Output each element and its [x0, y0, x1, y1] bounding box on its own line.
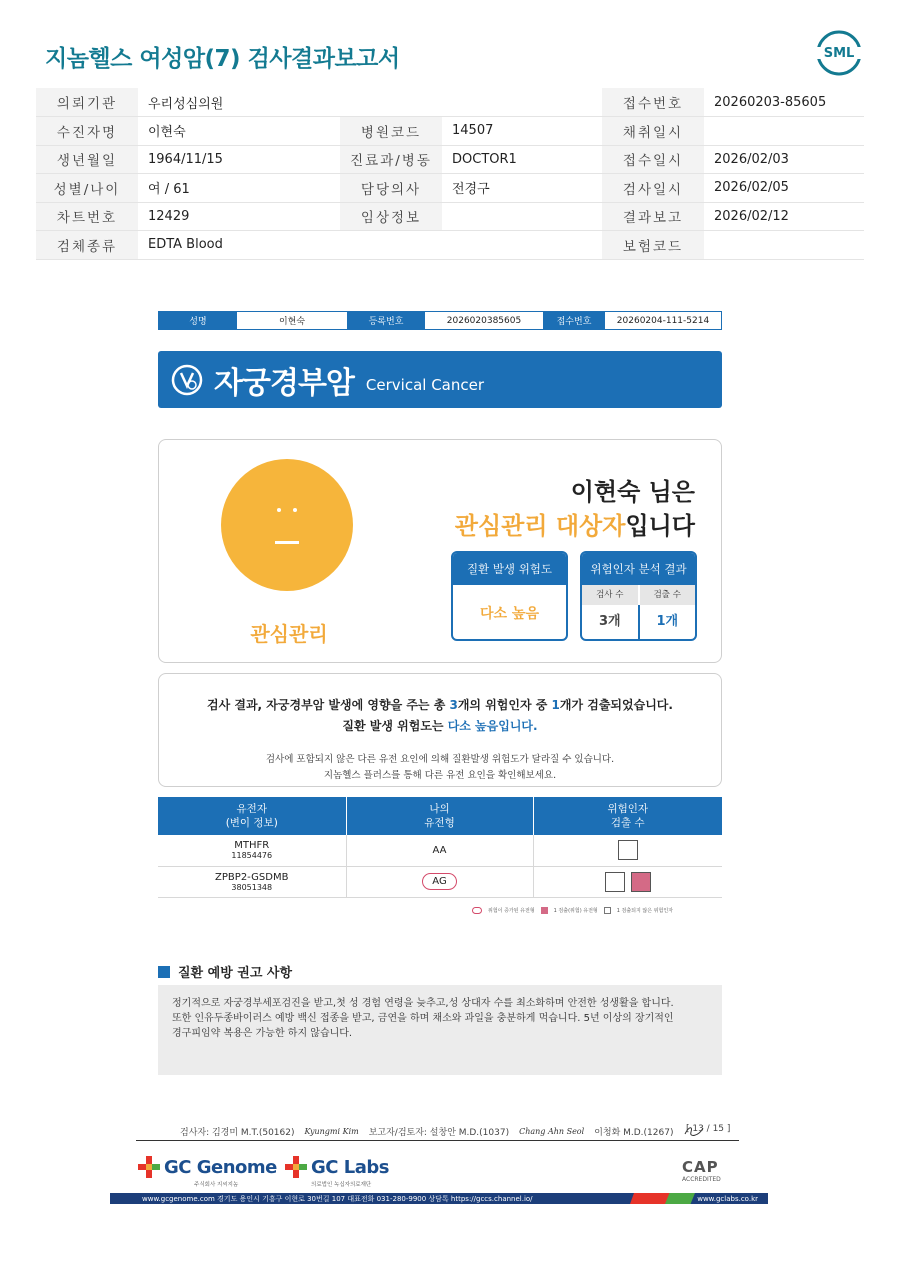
info-value — [442, 202, 602, 231]
gene-table — [158, 797, 722, 898]
patient-id-bar — [158, 311, 722, 330]
info-value: 14507 — [442, 117, 602, 146]
info-value: DOCTOR1 — [442, 145, 602, 174]
info-row — [36, 145, 864, 174]
info-value: 2026/02/03 — [704, 145, 864, 174]
gene-table-legend: 위험이 증가된 유전형 1 검출(위험) 유전형 1 검출되지 않은 위험인자 — [472, 907, 673, 914]
neutral-face-icon — [221, 459, 353, 591]
info-row — [36, 231, 864, 260]
signature-icon: Chang Ahn Seol — [519, 1126, 585, 1136]
info-label: 의뢰기관 — [36, 88, 138, 117]
gene-cell: MTHFR 11854476 — [158, 835, 346, 866]
cancer-banner — [158, 351, 722, 408]
info-value: 20260203-85605 — [704, 88, 864, 117]
detected-label: 검출 수 — [638, 585, 696, 605]
doctor: 이청화 M.D.(1267) — [594, 1127, 674, 1138]
info-value: 전경구 — [442, 174, 602, 203]
reg-value: 2026020385605 — [425, 312, 543, 329]
risk-box-empty — [618, 840, 638, 860]
info-label: 결과보고 — [602, 202, 704, 231]
info-value: 우리성심의원 — [138, 88, 602, 117]
risk-count-cell — [533, 866, 722, 897]
genotype-cell: AA — [346, 835, 533, 866]
gene-header: 유전자 (변이 정보) — [158, 797, 346, 835]
name-label: 성명 — [159, 312, 237, 329]
info-value — [704, 117, 864, 146]
risk-box-filled — [631, 872, 651, 892]
risk-count-header: 위험인자 검출 수 — [533, 797, 722, 835]
filled-square-legend-icon — [541, 907, 548, 914]
ribbon-badge-icon — [170, 363, 204, 397]
info-value — [704, 231, 864, 260]
gc-cross-icon — [285, 1156, 307, 1178]
report-title: 지놈헬스 여성암(7) 검사결과보고서 — [45, 46, 400, 72]
info-label: 접수번호 — [602, 88, 704, 117]
explanation-box — [158, 673, 722, 787]
cap-accredited-logo: CAP ACCREDITED — [682, 1158, 721, 1183]
gene-cell: ZPBP2-GSDMB 38051348 — [158, 866, 346, 897]
risk-card-title: 질환 발생 위험도 — [453, 553, 566, 585]
risk-card — [451, 551, 568, 641]
signoff-line — [180, 1124, 705, 1138]
info-label: 병원코드 — [340, 117, 442, 146]
oval-legend-icon — [472, 907, 482, 914]
info-value: 2026/02/12 — [704, 202, 864, 231]
name-value: 이현숙 — [237, 312, 347, 329]
recommendation-box: 정기적으로 자궁경부세포검진을 받고,첫 성 경험 연령을 늦추고,성 상대자 수를 최소화하며 안전한 성생활을 합니다. 또한 인유두종바이러스 예방 백신 접종을 받고, 금연을 하며 채소와 과일을 충분하게 먹습니다. 5년 이상의 장기적인 경구피임약 복용은 가능한 하지 않습니다. — [158, 985, 722, 1075]
genotype-header: 나의 유전형 — [346, 797, 533, 835]
gc-labs-logo: GC Labs 의료법인 녹십자의료재단 — [285, 1156, 389, 1178]
info-value: 1964/11/15 — [138, 145, 340, 174]
risk-box-empty — [605, 872, 625, 892]
info-label: 임상정보 — [340, 202, 442, 231]
summary-line-2 — [455, 506, 695, 541]
rcpt-label: 접수번호 — [543, 312, 605, 329]
summary-line-1: 이현숙 님은 — [570, 478, 695, 506]
info-row — [36, 117, 864, 146]
patient-info-table — [36, 88, 864, 260]
risk-genotype-oval: AG — [422, 873, 456, 890]
reviewer: 보고자/검토자: 설창안 M.D.(1037) — [368, 1127, 510, 1138]
info-label: 검사일시 — [602, 174, 704, 203]
table-row — [158, 835, 722, 866]
detected-value: 1개 — [638, 605, 696, 639]
empty-square-legend-icon — [604, 907, 611, 914]
info-value: 12429 — [138, 202, 340, 231]
info-value: EDTA Blood — [138, 231, 602, 260]
info-label: 담당의사 — [340, 174, 442, 203]
info-label: 채취일시 — [602, 117, 704, 146]
footer-website: www.gclabs.co.kr — [697, 1194, 758, 1203]
summary-suffix: 입니다 — [625, 512, 695, 540]
recommendation-title: 질환 예방 권고 사항 — [158, 962, 292, 981]
info-label: 차트번호 — [36, 202, 138, 231]
result-summary-box — [158, 439, 722, 663]
footer-address: www.gcgenome.com 경기도 용인시 기흥구 이현로 30번길 107 대표전화 031-280-9900 상담톡 https://gccs.channel.io/ — [142, 1194, 533, 1203]
genotype-cell — [346, 866, 533, 897]
gc-cross-icon — [138, 1156, 160, 1178]
tested-value: 3개 — [598, 614, 621, 629]
page-number: [ 13 / 15 ] — [686, 1124, 731, 1134]
explanation-note-1: 검사에 포함되지 않은 다른 유전 요인에 의해 질환발생 위험도가 달라질 수 있습니다. — [265, 754, 615, 765]
divider — [136, 1140, 739, 1141]
signature-icon: Kyungmi Kim — [304, 1126, 359, 1136]
table-row — [158, 866, 722, 897]
explanation-line-1: 검사 결과, 자궁경부암 발생에 영향을 주는 총 3개의 위험인자 중 1개가 검출되었습니다. — [207, 698, 673, 712]
footer-bar — [110, 1193, 768, 1204]
info-label: 접수일시 — [602, 145, 704, 174]
info-label: 생년월일 — [36, 145, 138, 174]
explanation-line-2: 질환 발생 위험도는 다소 높음입니다. — [342, 719, 538, 733]
info-label: 성별/나이 — [36, 174, 138, 203]
reg-label: 등록번호 — [347, 312, 425, 329]
factor-card-title: 위험인자 분석 결과 — [582, 553, 695, 585]
info-label: 수진자명 — [36, 117, 138, 146]
gc-genome-logo: GC Genome 주식회사 지씨지놈 — [138, 1156, 277, 1178]
rcpt-value: 20260204-111-5214 — [605, 312, 721, 329]
tested-label: 검사 수 — [582, 585, 638, 605]
gene-table-header — [158, 797, 722, 835]
info-row — [36, 174, 864, 203]
risk-count-cell — [533, 835, 722, 866]
risk-value: 다소 높음 — [480, 606, 539, 622]
cancer-title-en: Cervical Cancer — [365, 375, 485, 394]
explanation-note-2: 지놈헬스 플러스를 통해 다른 유전 요인을 확인해보세요. — [323, 770, 557, 781]
info-row — [36, 202, 864, 231]
info-row — [36, 88, 864, 117]
factor-card — [580, 551, 697, 641]
tester: 검사자: 김경미 M.T.(50162) — [180, 1127, 295, 1138]
info-label: 보험코드 — [602, 231, 704, 260]
info-label: 진료과/병동 — [340, 145, 442, 174]
info-value: 이현숙 — [138, 117, 340, 146]
sml-logo-text: SML — [823, 46, 855, 61]
sml-logo-icon — [816, 30, 862, 76]
info-value: 2026/02/05 — [704, 174, 864, 203]
status-label: 관심관리 — [250, 622, 328, 646]
cancer-title-kr: 자궁경부암 — [214, 365, 354, 401]
summary-highlight: 관심관리 대상자 — [454, 512, 626, 540]
info-label: 검체종류 — [36, 231, 138, 260]
info-value: 여 / 61 — [138, 174, 340, 203]
square-bullet-icon — [158, 966, 170, 978]
